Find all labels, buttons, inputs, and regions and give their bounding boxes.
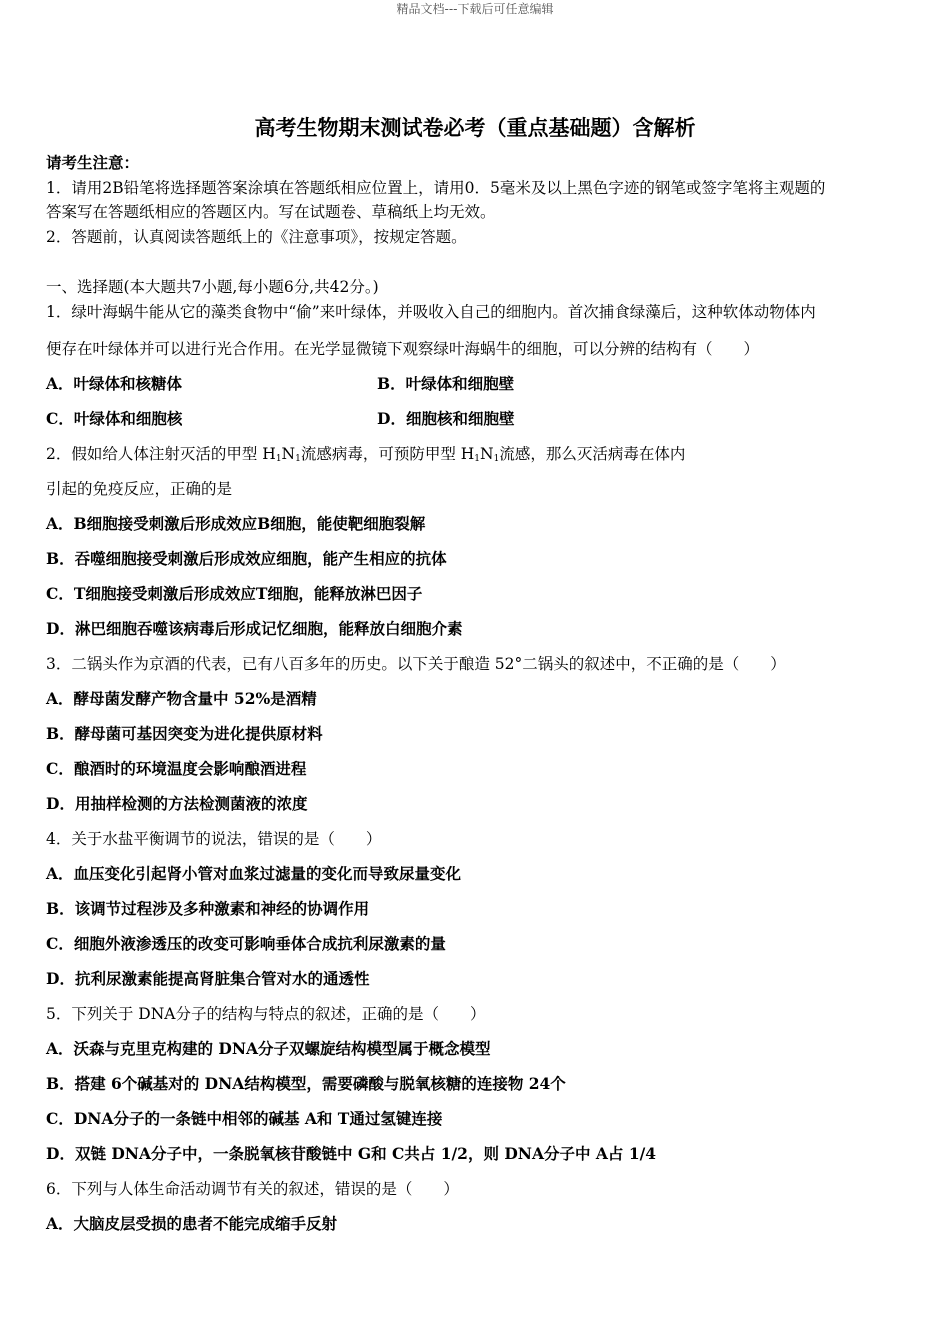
q1-option-a: A．叶绿体和核糖体: [46, 374, 183, 393]
q6-stem: 6．下列与人体生命活动调节有关的叙述，错误的是（ ）: [46, 1180, 459, 1198]
q5-stem: 5．下列关于 DNA分子的结构与特点的叙述，正确的是（ ）: [46, 1005, 486, 1023]
q5-option-b: B．搭建 6个碱基对的 DNA结构模型，需要磷酸与脱氧核糖的连接物 24个: [46, 1074, 566, 1093]
q4-stem: 4．关于水盐平衡调节的说法，错误的是（ ）: [46, 830, 382, 848]
q6-option-a: A．大脑皮层受损的患者不能完成缩手反射: [46, 1214, 338, 1233]
q1-stem-line-1: 1．绿叶海蜗牛能从它的藻类食物中“偷”来叶绿体，并吸收入自己的细胞内。首次捕食绿藻后，这种软体动物体内: [46, 303, 816, 321]
q3-option-a: A．酵母菌发酵产物含量中 52%是酒精: [46, 689, 317, 708]
q5-option-a: A．沃森与克里克构建的 DNA分子双螺旋结构模型属于概念模型: [46, 1039, 491, 1058]
q2-stem-line-1: 2．假如给人体注射灭活的甲型 $H_1N_1$流感病毒，可预防甲型 $H_1N_1$流感，那么灭活病毒在体内: [46, 445, 686, 464]
page-header: 精品文档---下载后可任意编辑: [396, 2, 554, 16]
q1-option-b: B．叶绿体和细胞壁: [377, 374, 515, 393]
q5-option-c: C．DNA分子的一条链中相邻的碱基 A和 T通过氢键连接: [46, 1109, 443, 1128]
q3-option-b: B．酵母菌可基因突变为进化提供原材料: [46, 724, 323, 743]
q3-stem: 3．二锅头作为京酒的代表，已有八百多年的历史。以下关于酿造 52°二锅头的叙述中，不正确的是（ ）: [46, 655, 786, 673]
q4-option-d: D．抗利尿激素能提高肾脏集合管对水的通透性: [46, 969, 370, 988]
q2-option-d: D．淋巴细胞吞噬该病毒后形成记忆细胞，能释放白细胞介素: [46, 619, 463, 638]
notice-item-1-line-1: 1．请用2B铅笔将选择题答案涂填在答题纸相应位置上，请用0．5毫米及以上黑色字迹的钢笔或签字笔将主观题的: [46, 179, 826, 197]
q2-option-c: C．T细胞接受刺激后形成效应T细胞，能释放淋巴因子: [46, 584, 423, 603]
notice-item-1-line-2: 答案写在答题纸相应的答题区内。写在试题卷、草稿纸上均无效。: [46, 203, 496, 221]
section-heading: 一、选择题(本大题共7小题,每小题6分,共42分。): [46, 278, 379, 296]
q2-stem-line-2: 引起的免疫反应，正确的是: [46, 480, 233, 498]
notice-heading: 请考生注意：: [46, 153, 140, 172]
q4-option-a: A．血压变化引起肾小管对血浆过滤量的变化而导致尿量变化: [46, 864, 462, 883]
q1-option-c: C．叶绿体和细胞核: [46, 409, 183, 428]
q4-option-b: B．该调节过程涉及多种激素和神经的协调作用: [46, 899, 370, 918]
exam-title: 高考生物期末测试卷必考（重点基础题）含解析: [254, 115, 696, 140]
q3-option-c: C．酿酒时的环境温度会影响酿酒进程: [46, 759, 307, 778]
q1-stem-line-2: 便存在叶绿体并可以进行光合作用。在光学显微镜下观察绿叶海蜗牛的细胞，可以分辨的结构有（ ）: [46, 340, 760, 358]
q3-option-d: D．用抽样检测的方法检测菌液的浓度: [46, 794, 308, 813]
q2-option-b: B．吞噬细胞接受刺激后形成效应细胞，能产生相应的抗体: [46, 549, 447, 568]
notice-item-2: 2．答题前，认真阅读答题纸上的《注意事项》，按规定答题。: [46, 228, 467, 246]
q4-option-c: C．细胞外液渗透压的改变可影响垂体合成抗利尿激素的量: [46, 934, 446, 953]
q1-option-d: D．细胞核和细胞壁: [377, 409, 515, 428]
q5-option-d: D．双链 DNA分子中，一条脱氧核苷酸链中 G和 C共占 1/2，则 DNA分子中 A占 1/4: [46, 1144, 657, 1163]
q2-option-a: A．B细胞接受刺激后形成效应B细胞，能使靶细胞裂解: [46, 514, 426, 533]
